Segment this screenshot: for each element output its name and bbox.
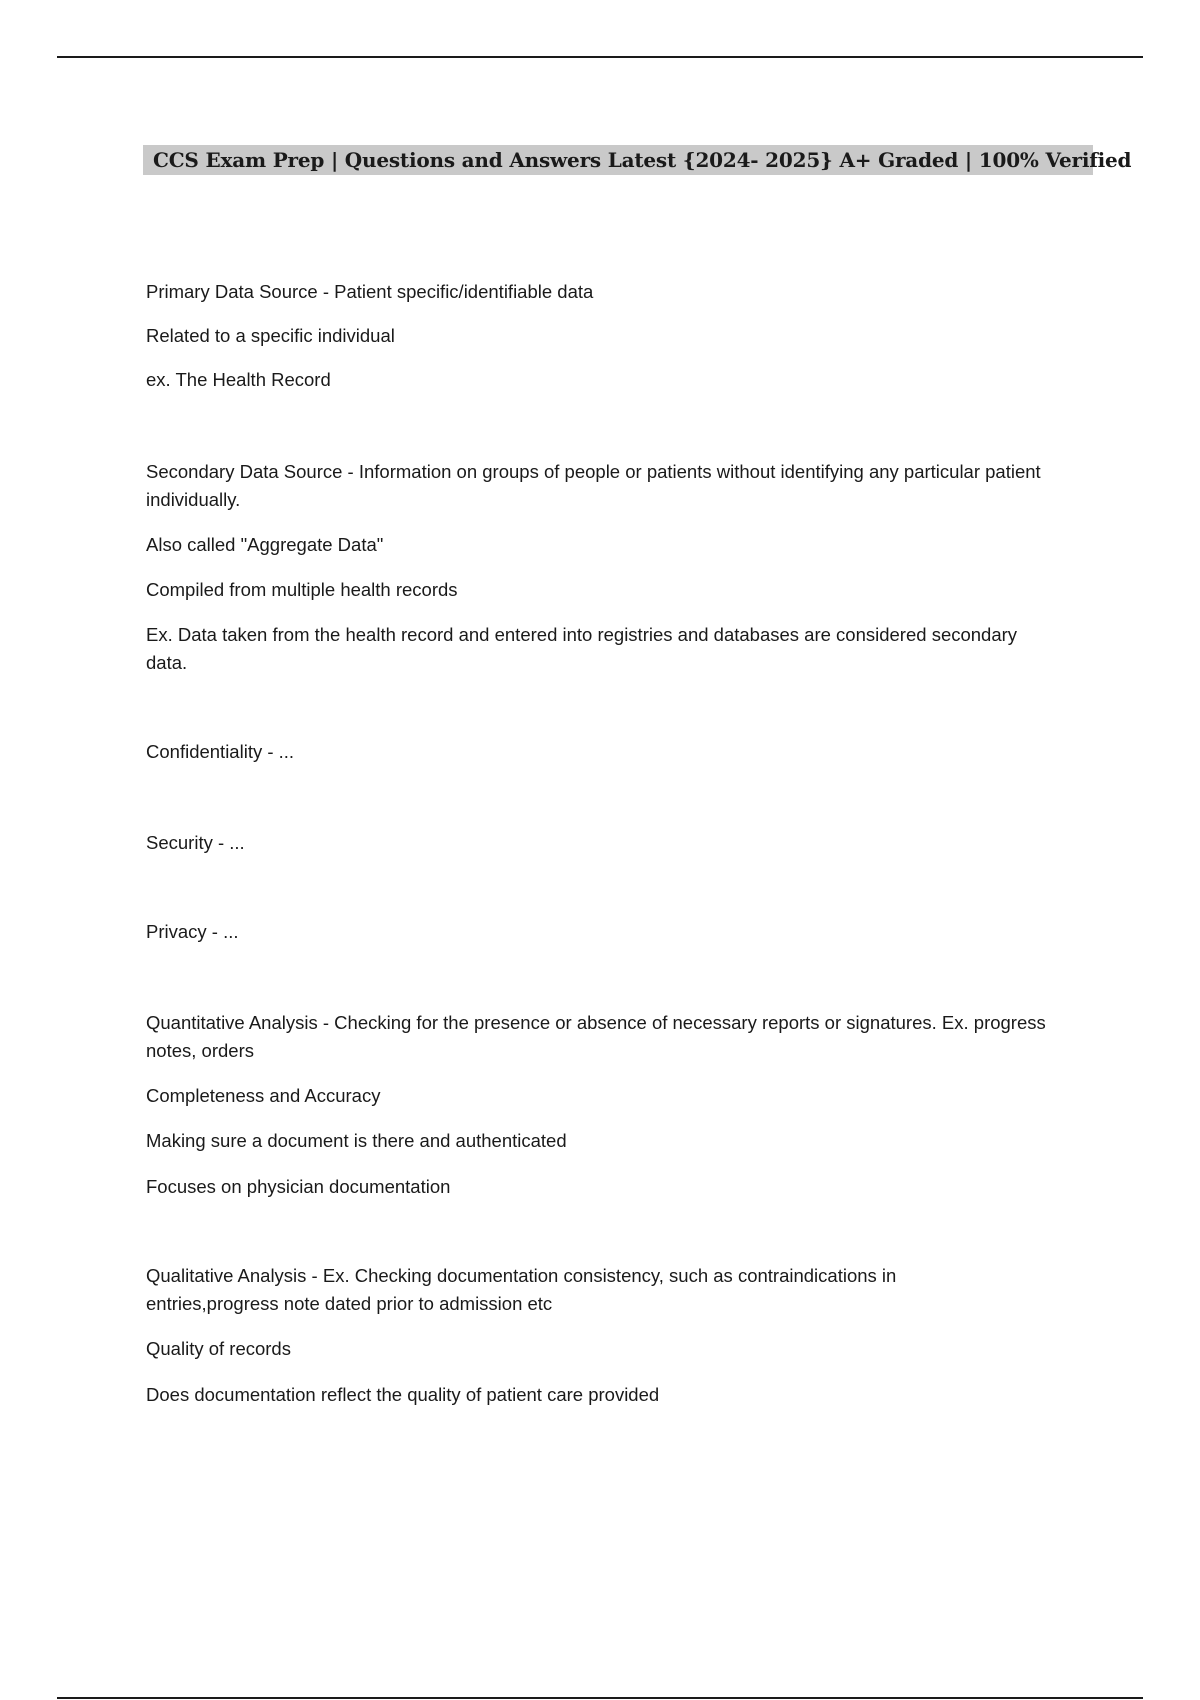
entry-primary-data-source (146, 278, 1096, 306)
entry-term: Privacy - ... (146, 921, 239, 942)
header-rule (57, 56, 1143, 58)
entry-quantitative-analysis (146, 1009, 1066, 1065)
entry-term: Qualitative Analysis - Ex. Checking documentation consistency, such as contraindications in entries,progress note dated prior to admission etc (146, 1265, 897, 1314)
entry-term: Secondary Data Source - Information on groups of people or patients without identifying any particular patient individually. (146, 461, 1041, 510)
entry-secondary-data-source (146, 458, 1086, 514)
entry-note: Making sure a document is there and authenticated (146, 1130, 567, 1151)
entry-note: Ex. Data taken from the health record and entered into registries and databases are considered secondary data. (146, 624, 1018, 673)
entry-privacy (146, 918, 1096, 946)
entry-note: Compiled from multiple health records (146, 579, 458, 600)
entry-term: Primary Data Source - Patient specific/identifiable data (146, 281, 594, 302)
entry-confidentiality (146, 738, 1096, 766)
entry-note: Related to a specific individual (146, 325, 395, 346)
entry-term: Security - ... (146, 832, 245, 853)
entry-note: Also called "Aggregate Data" (146, 534, 384, 555)
entry-term: Quantitative Analysis - Checking for the presence or absence of necessary reports or signatures. Ex. progress notes, orders (146, 1012, 1046, 1061)
entry-note: Completeness and Accuracy (146, 1085, 381, 1106)
entry-note: Quality of records (146, 1338, 291, 1359)
document-title: CCS Exam Prep | Questions and Answers Latest {2024- 2025} A+ Graded | 100% Verified (153, 148, 1132, 172)
entry-note: ex. The Health Record (146, 369, 331, 390)
entry-note: Focuses on physician documentation (146, 1176, 451, 1197)
entry-term: Confidentiality - ... (146, 741, 295, 762)
footer-rule (57, 1697, 1143, 1699)
entry-qualitative-analysis (146, 1262, 1006, 1318)
title-banner (143, 145, 1132, 175)
entry-security (146, 829, 1096, 857)
entry-note: Does documentation reflect the quality of patient care provided (146, 1384, 660, 1405)
